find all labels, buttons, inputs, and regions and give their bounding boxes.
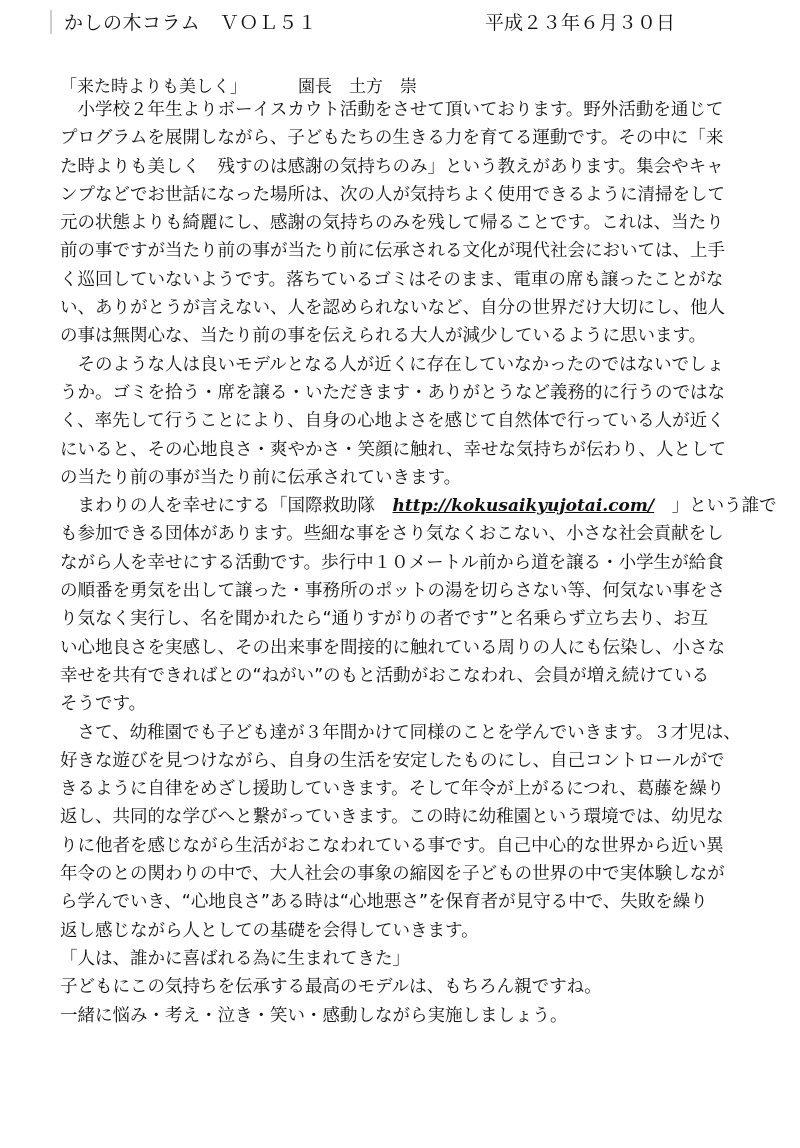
text-line: の順番を勇気を出して譲った・事務所のポットの湯を切らさない等、何気ない事をさ [60, 581, 725, 602]
text-line: の当たり前の事が当たり前に伝承されていきます。 [60, 467, 462, 488]
column-name: かしの木コラム ＶＯＬ５１ [64, 12, 318, 34]
text-line: 元の状態よりも綺麗にし、感謝の気持ちのみを残して帰ることです。これは、当たり [60, 213, 724, 234]
article-title: 「来た時よりも美しく」 [60, 77, 247, 97]
text-line: プログラムを展開しながら、子どもたちの生きる力を育てる運動です。その中に「来 [60, 128, 724, 149]
text-line: た時よりも美しく 残すのは感謝の気持ちのみ」という教えがあります。集会やキャ [60, 156, 724, 177]
text-line: の事は無関心な、当たり前の事を伝えられる大人が減少しているように思います。 [60, 326, 707, 347]
article-author: 園長 土方 崇 [298, 77, 417, 97]
text-line: く巡回していないようです。落ちているゴミはそのまま、電車の席も譲ったことがな [60, 269, 724, 290]
text-line-with-url [60, 492, 777, 520]
url-line-after: 」という誰で [654, 496, 777, 517]
text-line: 年令のとの関わりの中で、大人社会の事象の縮図を子どもの世界の中で実体験しなが [60, 864, 725, 885]
text-line: りに他者を感じながら生活がおこなわれている事です。自己中心的な世界から近い異 [60, 835, 724, 856]
text-line: さて、幼稚園でも子ども達が３年間かけて同様のことを学んでいきます。３才児は、 [60, 722, 741, 743]
text-line: そうです。 [60, 694, 147, 715]
text-line: ながら人を幸せにする活動です。歩行中１０メートル前から道を譲る・小学生が給食 [60, 552, 724, 573]
text-line: 返し、共同的な学びへと繋がっていきます。この時に幼稚園という環境では、幼児な [60, 807, 724, 828]
url-line-before: まわりの人を幸せにする「国際救助隊 [60, 496, 393, 517]
kokusaikyujotai-link[interactable]: http://kokusaikyujotai.com/ [392, 496, 655, 517]
quote-line: 「人は、誰かに喜ばれる為に生まれてきた」 [60, 948, 410, 969]
text-line: も参加できる団体があります。些細な事をさり気なくおこない、小さな社会貢献をし [60, 524, 724, 545]
text-line: 前の事ですが当たり前の事が当たり前に伝承される文化が現代社会においては、上手 [60, 241, 725, 262]
text-line: そのような人は良いモデルとなる人が近くに存在していなかったのではないでしょ [60, 354, 725, 375]
text-line: り気なく実行し、名を聞かれたら“通りすがりの者です”と名乗らず立ち去り、お互 [60, 609, 709, 630]
text-line: 小学校２年生よりボーイスカウト活動をさせて頂いております。野外活動を通じて [60, 100, 724, 120]
closing-line: 一緒に悩み・考え・泣き・笑い・感動しながら実施しましょう。 [60, 1005, 568, 1026]
text-line: い、ありがとうが言えない、人を認められないなど、自分の世界だけ大切にし、他人 [60, 298, 725, 319]
scan-edge-mark [50, 10, 52, 34]
text-line: く、率先して行うことにより、自身の心地よさを感じて自然体で行っている人が近く [60, 411, 725, 432]
article-heading [60, 72, 417, 97]
text-line: ンプなどでお世話になった場所は、次の人が気持ちよく使用できるように清掃をして [60, 184, 725, 205]
issue-date: 平成２３年６月３０日 [485, 12, 676, 34]
text-line: 好きな遊びを見つけながら、自身の生活を安定したものにし、自己コントロールがで [60, 750, 725, 771]
text-line: ら学んでいき、“心地良さ”ある時は“心地悪さ”を保育者が見守る中で、失敗を繰り [60, 892, 708, 913]
article-body [60, 96, 777, 1030]
text-line: きるように自律をめざし援助していきます。そして年令が上がるにつれ、葛藤を繰り [60, 779, 725, 800]
text-line: い心地良さを実感し、その出来事を間接的に触れている周りの人にも伝染し、小さな [60, 637, 725, 658]
text-line: 返し感じながら人としての基礎を会得していきます。 [60, 920, 479, 941]
text-line: 幸せを共有できればとの“ねがい”のもと活動がおこなわれ、会員が増え続けている [60, 665, 710, 686]
text-line: にいると、その心地良さ・爽やかさ・笑顔に触れ、幸せな気持ちが伝わり、人として [60, 439, 727, 460]
text-line: 子どもにこの気持ちを伝承する最高のモデルは、もちろん親ですね。 [60, 977, 602, 998]
text-line: うか。ゴミを拾う・席を譲る・いただきます・ありがとうなど義務的に行うのではな [60, 382, 725, 403]
